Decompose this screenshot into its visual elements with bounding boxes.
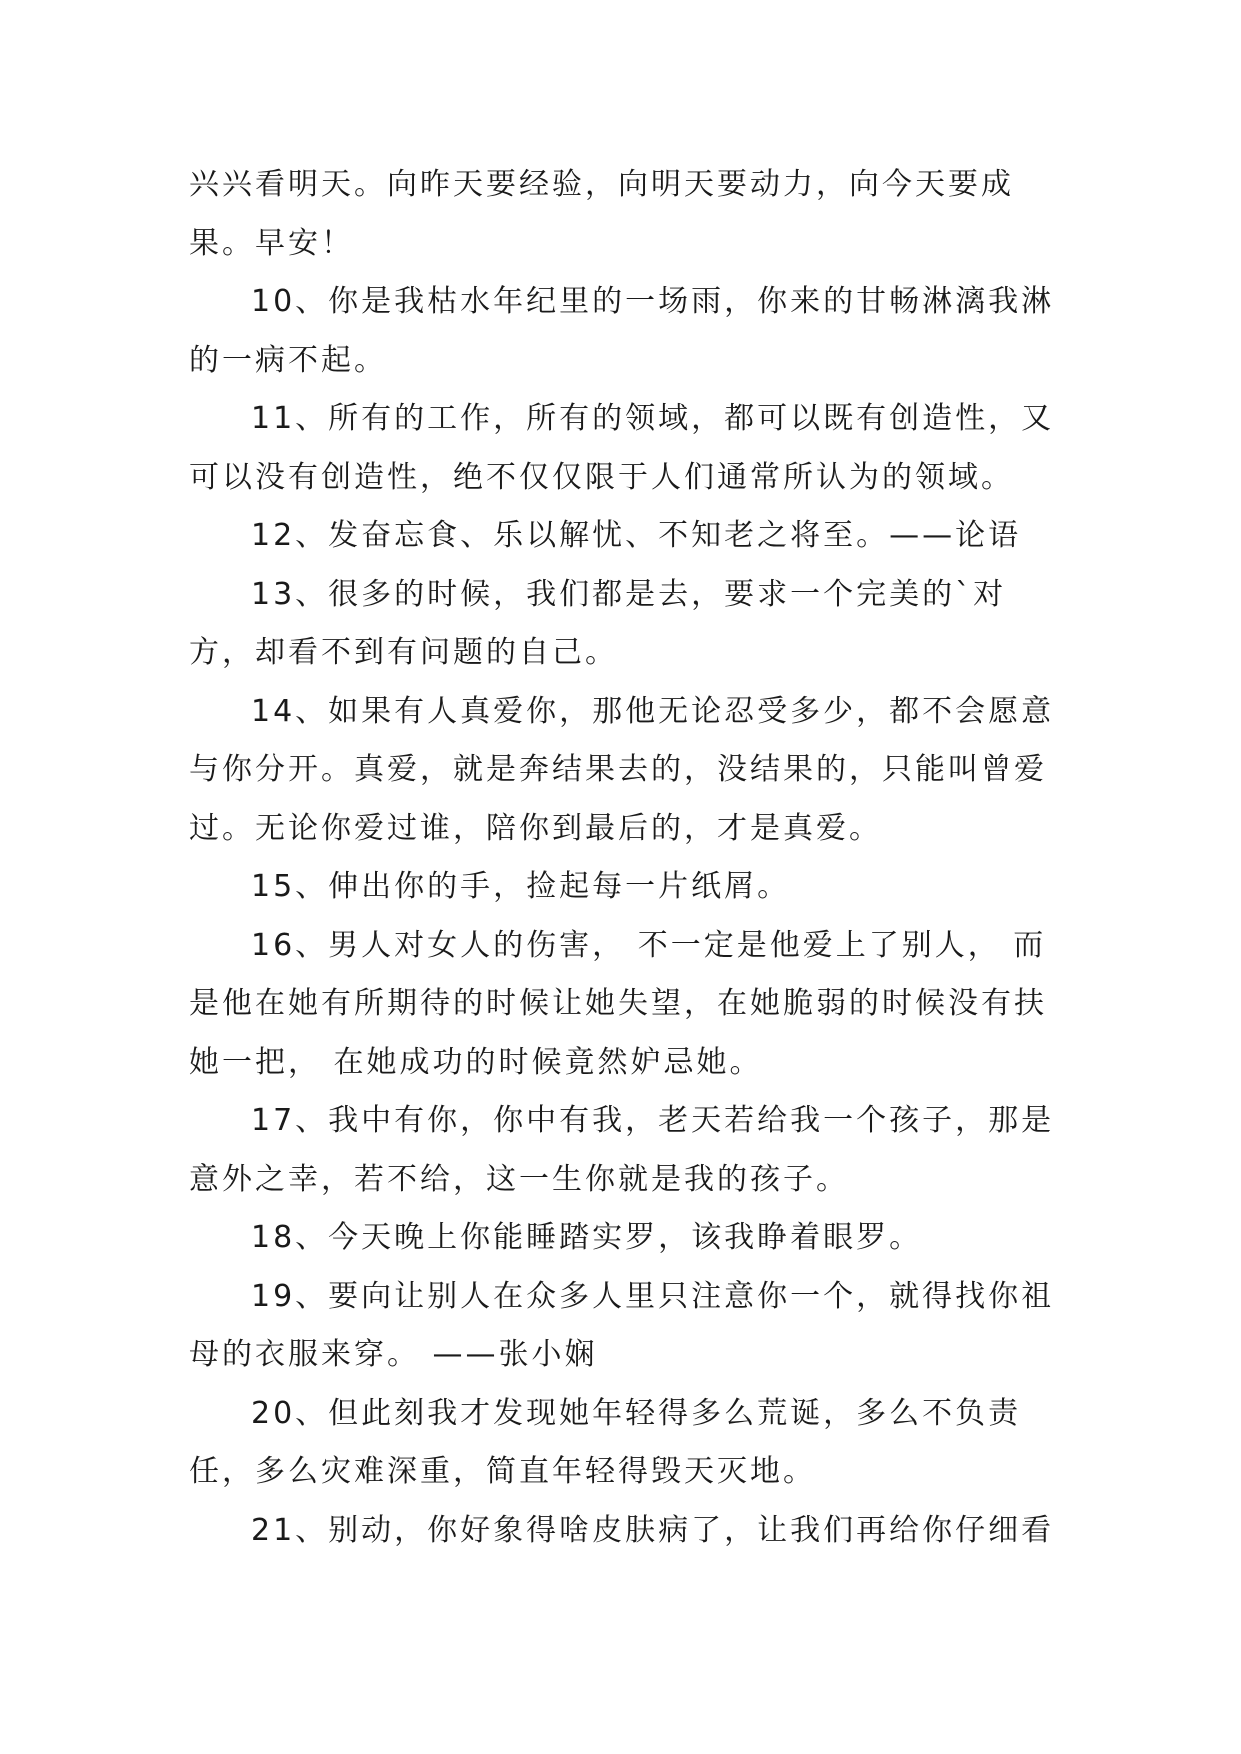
paragraph-item-21: 21、别动，你好象得啥皮肤病了，让我们再给你仔细看 xyxy=(251,1512,1055,1548)
document-body xyxy=(189,156,1059,1560)
paragraph-item-11: 11、所有的工作，所有的领域，都可以既有创造性，又可以没有创造性，绝不仅仅限于人们通常所认为的领域。 xyxy=(189,401,1055,495)
paragraph-item-10: 10、你是我枯水年纪里的一场雨，你来的甘畅淋漓我淋的一病不起。 xyxy=(189,284,1055,378)
paragraph-item-18: 18、今天晚上你能睡踏实罗，该我睁着眼罗。 xyxy=(251,1220,923,1255)
paragraph-item-20: 20、但此刻我才发现她年轻得多么荒诞，多么不负责任，多么灾难深重，简直年轻得毁天灭地。 xyxy=(189,1395,1022,1489)
paragraph-item-14: 14、如果有人真爱你，那他无论忍受多少，都不会愿意与你分开。真爱，就是奔结果去的，没结果的，只能叫曾爱过。无论你爱过谁，陪你到最后的，才是真爱。 xyxy=(189,693,1055,846)
paragraph-continuation: 兴兴看明天。向昨天要经验，向明天要动力，向今天要成果。早安！ xyxy=(189,167,1014,261)
paragraph-item-17: 17、我中有你，你中有我，老天若给我一个孩子，那是意外之幸，若不给，这一生你就是我的孩子。 xyxy=(189,1103,1055,1197)
paragraph-item-13: 13、很多的时候，我们都是去，要求一个完美的`对方，却看不到有问题的自己。 xyxy=(189,576,1007,670)
paragraph-item-19: 19、要向让别人在众多人里只注意你一个，就得找你祖母的衣服来穿。 ——张小娴 xyxy=(189,1278,1055,1372)
paragraph-item-12: 12、发奋忘食、乐以解忧、不知老之将至。——论语 xyxy=(251,518,1022,553)
paragraph-item-16: 16、男人对女人的伤害， 不一定是他爱上了别人， 而是他在她有所期待的时候让她失望，在她脆弱的时候没有扶她一把， 在她成功的时候竟然妒忌她。 xyxy=(189,927,1047,1080)
paragraph-item-15: 15、伸出你的手，捡起每一片纸屑。 xyxy=(251,869,791,904)
